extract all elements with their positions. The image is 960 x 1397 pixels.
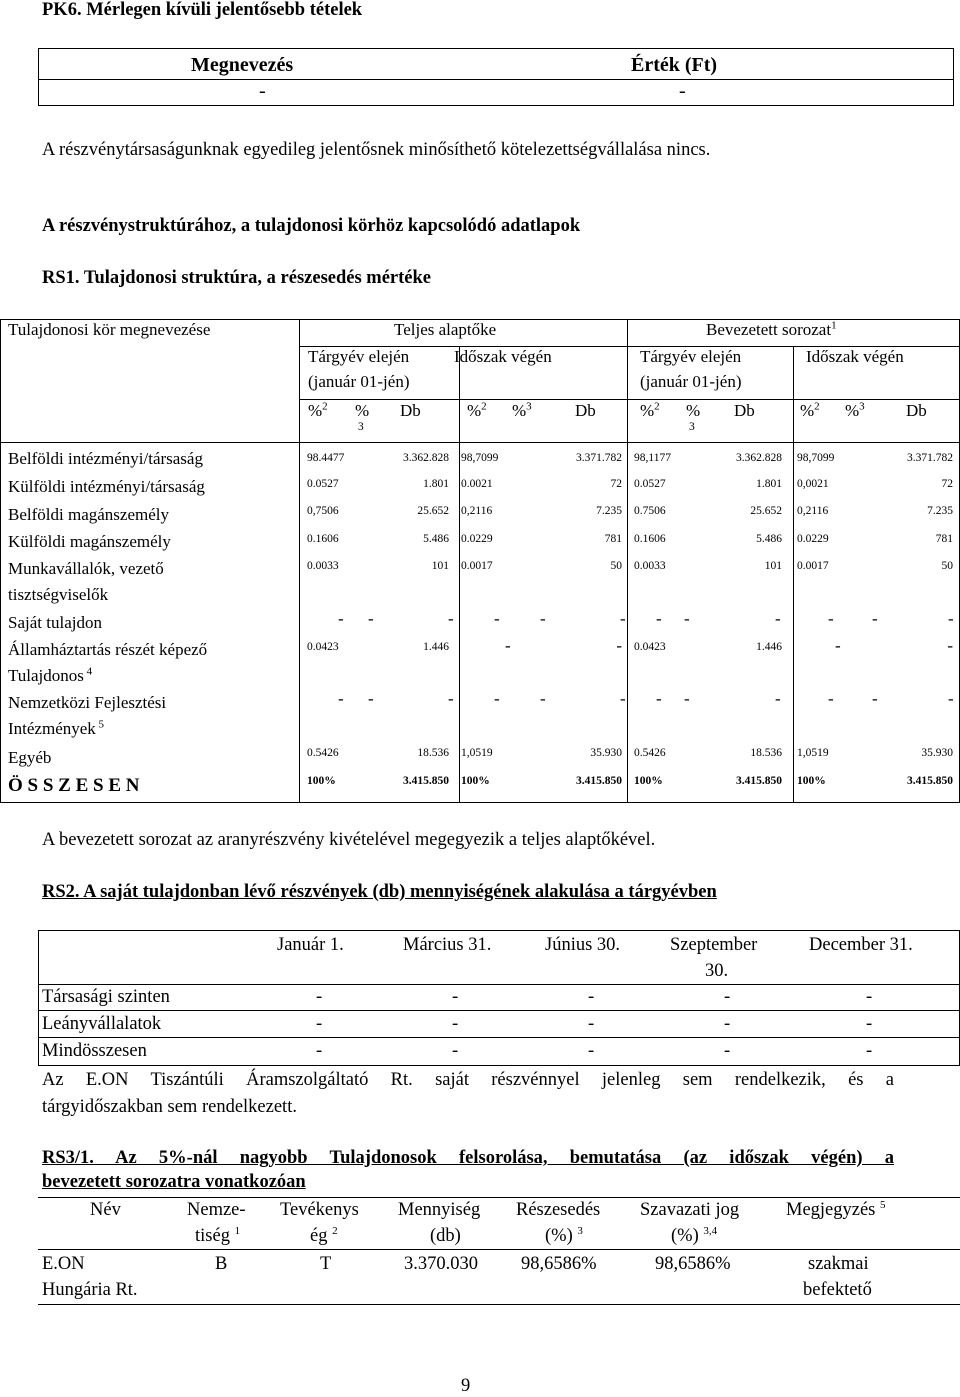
rs1-cell: 35.930 — [921, 747, 953, 759]
rs1-cell: 0,2116 — [461, 505, 493, 517]
rs1-cell: 0.0423 — [307, 641, 339, 653]
rs1-h-db: Db — [575, 401, 596, 420]
rs1-h-pct3: % — [686, 401, 701, 420]
rs1-cell: - — [872, 609, 878, 628]
rs1-cell: 1,0519 — [797, 747, 829, 759]
rs1-cell: 0.5426 — [307, 747, 339, 759]
rs1-h-pct3: %$^3$ — [512, 400, 532, 420]
rs1-cell: 100% — [797, 775, 826, 787]
rs1-cell: 0.0017 — [797, 560, 829, 572]
rs1-cell: - — [616, 636, 622, 655]
rs1-cell: 781 — [604, 533, 622, 545]
rs3-h-vote-2: (%) $^{3,4}$ — [671, 1224, 718, 1246]
rs1-cell: - — [775, 609, 781, 628]
rs2-row-label: Társasági szinten — [42, 987, 170, 1007]
rs1-cell: - — [835, 636, 841, 655]
rs2-title: RS2. A saját tulajdonban lévő részvények (db) mennyiségének alakulása a tárgyévben — [42, 882, 717, 902]
page-number: 9 — [461, 1376, 471, 1396]
rs1-cell: 100% — [307, 775, 336, 787]
rs1-cell: - — [656, 689, 662, 708]
rs1-cell: 5.486 — [756, 533, 782, 545]
rs1-cell: 3.371.782 — [907, 452, 953, 464]
rs1-cell: 0.1606 — [307, 533, 339, 545]
rs1-cell: 72 — [610, 478, 622, 490]
rs1-cell: - — [505, 636, 511, 655]
rs2-col-4: December 31. — [809, 935, 913, 955]
rs3-h-note: Megjegyzés $^5$ — [786, 1198, 886, 1220]
rs1-cell: 3.415.850 — [576, 775, 622, 787]
rs1-header-owner: Tulajdonosi kör megnevezése — [8, 320, 211, 339]
rs1-cell: - — [775, 689, 781, 708]
pk6-row-value: - — [679, 80, 686, 102]
rs3-h-act-1: Tevékenys — [280, 1200, 359, 1220]
rs2-cell: - — [316, 1014, 323, 1034]
rs1-cell: 0.7506 — [634, 505, 666, 517]
rs1-cell: 100% — [461, 775, 490, 787]
rs1-row-label: Államháztartás részét képező — [8, 640, 208, 659]
rs1-cell: 0,0021 — [797, 478, 829, 490]
rs3-row-share: 98,6586% — [521, 1254, 597, 1274]
rs1-cell: - — [338, 689, 344, 708]
rs2-cell: - — [588, 987, 595, 1007]
rs1-cell: - — [684, 609, 690, 628]
rs1-cell: 101 — [431, 560, 449, 572]
rs3-row-act: T — [320, 1254, 332, 1274]
rs1-end-full: Időszak végén — [454, 347, 552, 366]
rs2-cell: - — [588, 1041, 595, 1061]
rs1-cell: 7.235 — [927, 505, 953, 517]
rs1-start-full: Tárgyév elején — [308, 347, 410, 366]
rs1-row-label: Saját tulajdon — [8, 613, 102, 632]
rs1-row-label: Külföldi intézményi/társaság — [8, 477, 205, 496]
rs1-cell: 98.4477 — [307, 452, 345, 464]
rs1-cell: 0.0229 — [797, 533, 829, 545]
rs1-row-label: Ö S S Z E S E N — [8, 775, 140, 796]
rs1-cell: 0.0229 — [461, 533, 493, 545]
rs3-h-qty-1: Mennyiség — [398, 1200, 481, 1220]
rs3-row-nat: B — [215, 1254, 228, 1274]
rs2-col-3: Szeptember — [670, 935, 758, 955]
rs1-cell: - — [368, 689, 374, 708]
rs1-row-label-2: Tulajdonos $^4$ — [8, 665, 93, 685]
rs3-row-name-1: E.ON — [42, 1254, 85, 1274]
rs1-row-label: Munkavállalók, vezető — [8, 559, 164, 578]
rs1-title: RS1. Tulajdonosi struktúra, a részesedés mértéke — [42, 268, 432, 288]
rs1-row-label: Egyéb — [8, 748, 52, 767]
rs1-cell: 1.801 — [423, 478, 449, 490]
rs2-cell: - — [452, 1041, 459, 1061]
rs2-note-line2: tárgyidőszakban sem rendelkezett. — [42, 1097, 297, 1117]
rs1-cell: 98,7099 — [797, 452, 835, 464]
rs1-header-series: Bevezetett sorozat$^1$ — [706, 319, 837, 339]
rs1-row-label: Külföldi magánszemély — [8, 532, 171, 551]
rs1-cell: - — [828, 689, 834, 708]
rs2-col-3-line2: 30. — [705, 961, 729, 981]
rs1-row-label-2: Intézmények $^5$ — [8, 718, 105, 738]
rs2-cell: - — [316, 1041, 323, 1061]
rs1-cell: 3.371.782 — [576, 452, 622, 464]
rs1-cell: 72 — [941, 478, 953, 490]
rs1-cell: 0.0033 — [307, 560, 339, 572]
rs2-col-1: Március 31. — [403, 935, 492, 955]
rs1-cell: - — [448, 609, 454, 628]
rs1-cell: 3.362.828 — [736, 452, 782, 464]
rs3-h-share-2: (%) $^3$ — [545, 1224, 583, 1246]
rs1-h-db: Db — [734, 401, 755, 420]
rs1-cell: - — [872, 689, 878, 708]
rs1-cell: 3.415.850 — [907, 775, 953, 787]
pk6-table — [38, 48, 954, 106]
rs1-cell: - — [368, 609, 374, 628]
rs2-cell: - — [724, 1041, 731, 1061]
rs1-row-label: Belföldi intézményi/társaság — [8, 449, 203, 468]
rs3-h-name: Név — [90, 1200, 121, 1220]
rs2-cell: - — [316, 987, 323, 1007]
rs1-cell: 98,7099 — [461, 452, 499, 464]
rs1-h-pct: %$^2$ — [308, 400, 328, 420]
rs3-row-vote: 98,6586% — [655, 1254, 731, 1274]
rs2-cell: - — [866, 1041, 873, 1061]
rs1-cell: - — [448, 689, 454, 708]
rs2-row-label: Leányvállalatok — [42, 1014, 162, 1034]
rs3-row-note-2: befektető — [803, 1280, 872, 1300]
rs1-h-pct3: %$^3$ — [845, 400, 865, 420]
rs2-cell: - — [724, 1014, 731, 1034]
pk6-note: A részvénytársaságunknak egyedileg jelentősnek minősíthető kötelezettségvállalása nincs. — [42, 140, 711, 160]
rs2-col-2: Június 30. — [545, 935, 621, 955]
rs1-cell: - — [656, 609, 662, 628]
rs1-cell: - — [338, 609, 344, 628]
rs1-cell: 1,0519 — [461, 747, 493, 759]
rs1-cell: 781 — [935, 533, 953, 545]
rs3-h-share-1: Részesedés — [516, 1200, 601, 1220]
rs1-cell: 50 — [610, 560, 622, 572]
rs1-h-pct3-sup: 3 — [358, 421, 364, 433]
rs1-cell: 50 — [941, 560, 953, 572]
rs3-title-line2: bevezetett sorozatra vonatkozóan — [42, 1172, 306, 1192]
rs1-cell: 0.0033 — [634, 560, 666, 572]
rs1-cell: 0.0017 — [461, 560, 493, 572]
rs1-h-pct: %$^2$ — [467, 400, 487, 420]
rs1-cell: - — [620, 609, 626, 628]
rs1-cell: 0.0527 — [307, 478, 339, 490]
rs1-start-series: Tárgyév elején — [640, 347, 742, 366]
section-title: A részvénystruktúrához, a tulajdonosi körhöz kapcsolódó adatlapok — [42, 216, 581, 236]
rs1-cell: 0.1606 — [634, 533, 666, 545]
pk6-row-name: - — [259, 80, 266, 102]
pk6-col-name: Megnevezés — [191, 54, 294, 76]
rs2-note-line1: Az E.ON Tiszántúli Áramszolgáltató Rt. saját részvénnyel jelenleg sem rendelkezik, és a — [42, 1070, 894, 1090]
rs1-end-series: Időszak végén — [806, 347, 904, 366]
rs1-cell: 0,2116 — [797, 505, 829, 517]
rs1-cell: 0.0527 — [634, 478, 666, 490]
rs1-cell: - — [947, 636, 953, 655]
rs2-cell: - — [866, 987, 873, 1007]
rs1-cell: 100% — [634, 775, 663, 787]
rs1-h-pct3: % — [355, 401, 370, 420]
pk6-col-value: Érték (Ft) — [631, 54, 718, 76]
rs1-cell: 18.536 — [750, 747, 782, 759]
rs2-row-label: Mindösszesen — [42, 1041, 147, 1061]
rs1-cell: - — [828, 609, 834, 628]
rs3-h-vote-1: Szavazati jog — [640, 1200, 740, 1220]
rs1-row-label: Nemzetközi Fejlesztési — [8, 693, 167, 712]
rs3-title-line1: RS3/1. Az 5%-nál nagyobb Tulajdonosok felsorolása, bemutatása (az időszak végén) a — [42, 1148, 894, 1168]
rs1-cell: 1.446 — [423, 641, 449, 653]
rs1-h-pct3-sup: 3 — [689, 421, 695, 433]
rs1-cell: 0,7506 — [307, 505, 339, 517]
rs1-h-pct: %$^2$ — [640, 400, 660, 420]
rs1-cell: - — [620, 689, 626, 708]
rs2-cell: - — [452, 987, 459, 1007]
rs2-cell: - — [724, 987, 731, 1007]
rs1-cell: 0.0423 — [634, 641, 666, 653]
rs3-h-nat-2: tiség $^1$ — [195, 1224, 241, 1246]
rs1-cell: 3.415.850 — [736, 775, 782, 787]
pk6-title: PK6. Mérlegen kívüli jelentősebb tételek — [42, 0, 363, 20]
rs1-note: A bevezetett sorozat az aranyrészvény kivételével megegyezik a teljes alaptőkével. — [42, 830, 656, 850]
rs1-cell: 25.652 — [750, 505, 782, 517]
rs1-row-label: Belföldi magánszemély — [8, 505, 169, 524]
rs3-h-nat-1: Nemze- — [187, 1200, 246, 1220]
rs3-h-qty-2: (db) — [430, 1226, 461, 1246]
rs1-cell: 0.5426 — [634, 747, 666, 759]
rs1-cell: 3.362.828 — [403, 452, 449, 464]
rs3-row-name-2: Hungária Rt. — [42, 1280, 138, 1300]
rs1-h-db: Db — [906, 401, 927, 420]
rs1-cell: 0.0021 — [461, 478, 493, 490]
rs1-cell: 18.536 — [417, 747, 449, 759]
rs1-cell: - — [540, 609, 546, 628]
rs1-cell: - — [948, 609, 954, 628]
rs1-cell: 98,1177 — [634, 452, 671, 464]
rs1-start-series-2: (január 01-jén) — [640, 372, 742, 391]
rs1-start-full-2: (január 01-jén) — [308, 372, 410, 391]
rs2-cell: - — [452, 1014, 459, 1034]
rs1-cell: - — [948, 689, 954, 708]
rs1-cell: - — [494, 689, 500, 708]
rs1-cell: 5.486 — [423, 533, 449, 545]
rs1-cell: 1.801 — [756, 478, 782, 490]
rs2-cell: - — [588, 1014, 595, 1034]
rs1-cell: - — [684, 689, 690, 708]
rs1-cell: 25.652 — [417, 505, 449, 517]
rs3-row-note-1: szakmai — [808, 1254, 869, 1274]
rs1-row-label-2: tisztségviselők — [8, 585, 109, 604]
rs3-h-act-2: ég $^2$ — [310, 1224, 338, 1246]
rs1-header-full: Teljes alaptőke — [394, 320, 497, 339]
rs1-cell: 7.235 — [596, 505, 622, 517]
rs3-row-qty: 3.370.030 — [404, 1254, 478, 1274]
rs1-h-pct: %$^2$ — [800, 400, 820, 420]
rs1-cell: 101 — [764, 560, 782, 572]
rs1-cell: 35.930 — [590, 747, 622, 759]
rs1-cell: 1.446 — [756, 641, 782, 653]
rs1-cell: - — [540, 689, 546, 708]
rs2-col-0: Január 1. — [277, 935, 344, 955]
rs1-cell: - — [494, 609, 500, 628]
rs2-cell: - — [866, 1014, 873, 1034]
rs1-cell: 3.415.850 — [403, 775, 449, 787]
rs1-h-db: Db — [400, 401, 421, 420]
